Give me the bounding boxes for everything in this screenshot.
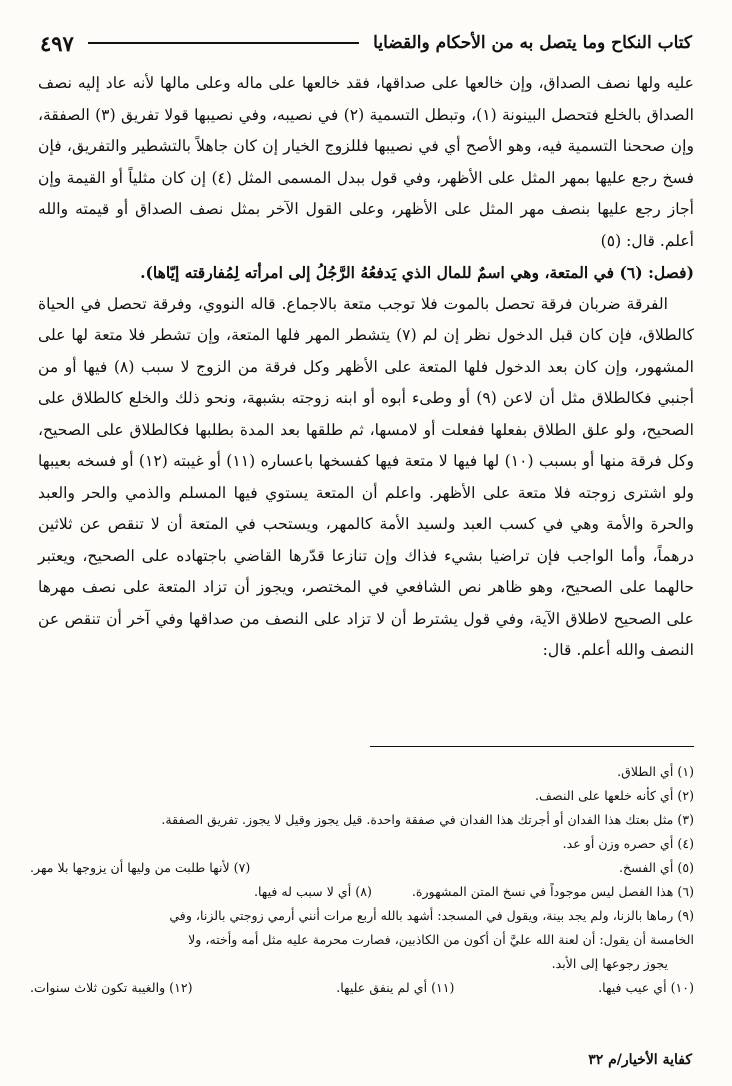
footnote-1: (١) أي الطلاق. — [617, 764, 694, 779]
section-heading: (فصل: (٦) في المتعة، وهي اسمٌ للمال الذي يَدفعُهُ الرَّجُلُ إلى امرأته لِمُفارقته إيّاها). — [140, 263, 694, 282]
footnote-9-end: يجوز رجوعها إلى الأبد. — [551, 956, 668, 971]
page-number: ٤٩٧ — [40, 30, 74, 56]
footnote-3: (٣) مثل بعتك هذا الفدان أو أجرتك هذا الفدان في صفقة واحدة. قيل يجوز وقيل لا يجوز. تفريق الصفقة. — [161, 812, 694, 827]
paragraph-2: الفرقة ضربان فرقة تحصل بالموت فلا توجب متعة بالاجماع. قاله النووي، وفرقة تحصل في الحياة كالطلاق، فإن كان قبل الدخول نظر إن لم (٧) يتشطر المهر فلها المتعة، وإن تشطر فلا متعة لها على المشهور، وإن كان بعد الدخول فلها المتعة على الأظهر وكل فرقة من الزوج لا سبب (٨) فيها أو من أجنبي فكالطلاق مثل أن لاعن (٩) أو وطىء أبوه أو ابنه زوجته بشبهة، ونحو ذلك والخلع كالطلاق على الصحيح، ولو علق الطلاق بفعلها ففعلت أو لامسها، ثم طلقها بعد المدة بطلبها فكالطلاق على الصحيح، وكل فرقة منها أو بسبب (١٠) لها فيها لا متعة فيها كفسخها باعساره (١١) أو غيبته (١٢) أو فسخه بعيبها ولو اشترى زوجته فلا متعة على الأظهر. واعلم أن المتعة يستوي فيها المسلم والذمي والحر والعبد والحرة والأمة وهي في كسب العبد ولسيد الأمة كالمهر، ويستحب في المتعة أن لا تنقص عن ثلاثين درهماً، وأما الواجب فإن تراضيا بشيء فذاك وإن تنازعا قدّرها القاضي باجتهاده على الصحيح، ويعتبر حالهما على الصحيح، وهو ظاهر نص الشافعي في المختصر، ويجوز أن تزاد المتعة على نصف مهرها على الصحيح لاطلاق الآية، وفي قول يشترط أن لا تزاد على النصف من صداقها وفي آخر أن تنقص عن النصف والله أعلم. قال: — [38, 294, 694, 659]
footnotes — [30, 760, 694, 1000]
footnote-9: (٩) رماها بالزنا، ولم يجد بينة، ويقول في المسجد: أشهد بالله أربع مرات أنني أرمي زوجتي بالزنا، وفي — [169, 908, 694, 923]
footnote-12: (١٢) والغيبة تكون ثلاث سنوات. — [30, 980, 193, 995]
footnote-7: (٧) لأنها طلبت من وليها أن يزوجها بلا مهر. — [30, 860, 251, 875]
footnote-9-cont: الخامسة أن يقول: أن لعنة الله عليَّ أن أكون من الكاذبين، فصارت محرمة عليه مثل أمه وأخته، ولا — [188, 932, 694, 947]
footnote-4: (٤) أي حصره وزن أو عد. — [562, 836, 694, 851]
footnote-11: (١١) أي لم ينفق عليها. — [336, 980, 455, 995]
main-text — [38, 68, 694, 667]
running-title: كتاب النكاح وما يتصل به من الأحكام والقضايا — [373, 33, 692, 53]
footnote-8: (٨) أي لا سبب له فيها. — [253, 884, 372, 899]
footnote-5: (٥) أي الفسخ. — [618, 860, 694, 875]
footnote-10: (١٠) أي عيب فيها. — [598, 980, 694, 995]
footnote-row-6-8 — [30, 880, 694, 904]
signature-mark: كفاية الأخيار/م ٣٢ — [588, 1052, 692, 1068]
footnote-row-5-7 — [30, 856, 694, 880]
footnote-row-10-12 — [30, 976, 694, 1000]
paragraph-1: عليه ولها نصف الصداق، وإن خالعها على صداقها، فقد خالعها على ماله وعلى مالها لأنه عاد إليه نصف الصداق بالخلع فتحصل البينونة (١)، وتبطل التسمية (٢) في نصيبه، وفي نصيبها قولا تفريق (٣) الصفقة، وإن صححنا التسمية فيه، وهو الأصح أي في نصيبها فللزوج الخيار إن كان جاهلاً بالتشطير والتفريق، فإن فسخ رجع عليها بمهر المثل على الأظهر، وفي قول ببدل المسمى المثل (٤) إن كان مثلياً أو القيمة وإن أجاز رجع عليها بنصف مهر المثل على الأظهر، وعلى القول الآخر بمثل نصف الصداق أو قيمته والله أعلم. قال: (٥) — [38, 74, 695, 250]
footnote-2: (٢) أي كأنه خلعها على النصف. — [534, 788, 694, 803]
footnote-6: (٦) هذا الفصل ليس موجوداً في نسخ المتن المشهورة. — [411, 884, 694, 899]
header-rule — [88, 42, 359, 44]
page-header — [40, 28, 692, 58]
footnote-separator — [370, 746, 694, 747]
